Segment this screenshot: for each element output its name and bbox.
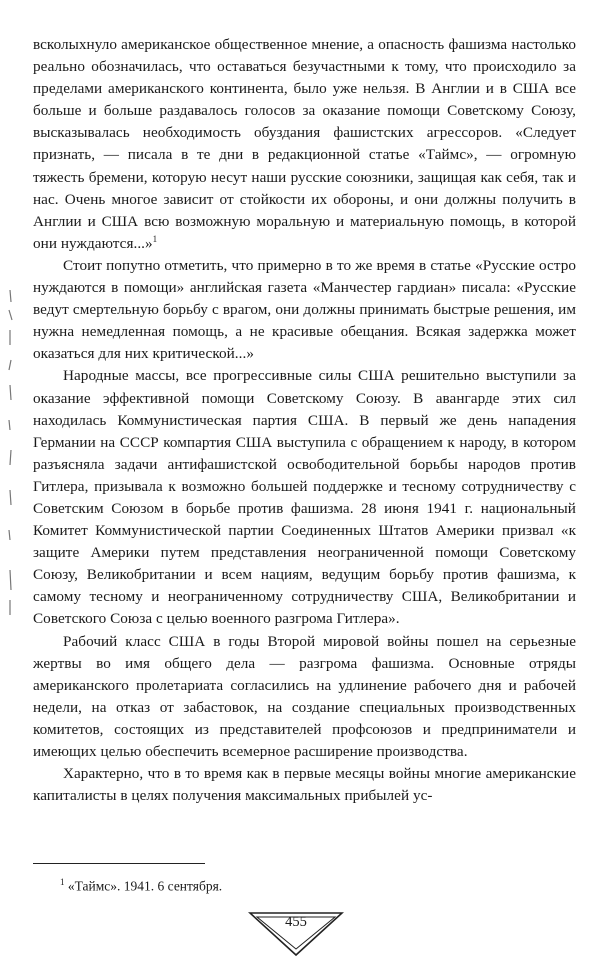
footnote-marker: 1 [60, 877, 65, 887]
paragraph-text: всколыхнуло американское общественное мнение, а опасность фашизма настолько реально обозначилась, что оставаться безучастными к тому, что происходило за пределами американского континента, было уже нельзя. В Англии и в США все больше и больше раздавалось голосов за оказание помощи Советскому Союзу, высказывалась необходимость обуздания фашистских агрессоров. «Следует признать, — писала в те дни в редакционной статье «Таймс», — огромную тяжесть бремени, которую несут наши русские союзники, защищая как себя, так и нас. Очень многое зависит от стойкости их обороны, и они должны получить в Англии и США всю возможную моральную и материальную помощь, в которой они нуждаются...» [33, 36, 576, 252]
footnote-separator [33, 863, 205, 864]
paragraph: Стоит попутно отметить, что примерно в то же время в статье «Русские остро нуждаются в помощи» английская газета «Манчестер гардиан» писала: «Русские ведут смертельную борьбу с врагом, они должны принимать быстрые решения, им нужна немедленная помощь, а не красивые обещания. Всякая задержка может оказаться для них критической...» [33, 256, 576, 363]
page-number-ornament [248, 911, 344, 957]
footnote [60, 873, 560, 896]
paragraph: Народные массы, все прогрессивные силы США решительно выступили за оказание эффективной помощи Советскому Союзу. В авангарде этих сил находилась Коммунистическая партия США. В первый же день нападения Германии на СССР компартия США выступила с обращением к народу, в котором разъясняла задачи антифашистской освободительной борьбы народов против Гитлера, призывала к возможно большей поддержке и тесному сотрудничеству с Советским Союзом в борьбе против фашизма. 28 июня 1941 г. национальный Комитет Коммунистической партии Соединенных Штатов Америки призвал «к защите Америки путем представления неограниченной помощи Советскому Союзу, Великобритании и всем нациям, ведущим борьбу против фашизма, к самому тесному и неограниченному сотрудничеству США, Великобритании и Советского Союза с целью военного разгрома Гитлера». [33, 367, 576, 628]
paragraph-continuation [33, 34, 576, 255]
page-number: 455 [285, 914, 307, 930]
paragraph: Рабочий класс США в годы Второй мировой войны пошел на серьезные жертвы во имя общего дела — разгрома фашизма. Основные отряды американского пролетариата согласились на удлинение рабочего дня и рабочей недели, на отказ от забастовок, на создание специальных производственных комитетов, состоящих из представителей профсоюзов и предприниматели и имеющих целью обеспечить всемерное расширение производства. [33, 632, 576, 760]
footnote-reference: 1 [152, 233, 158, 244]
margin-scan-marks [4, 290, 18, 620]
paragraph: Характерно, что в то время как в первые месяцы войны многие американские капиталисты в целях получения максимальных прибылей ус- [33, 765, 576, 805]
footnote-text: «Таймс». 1941. 6 сентября. [67, 878, 223, 894]
main-text [33, 34, 576, 807]
